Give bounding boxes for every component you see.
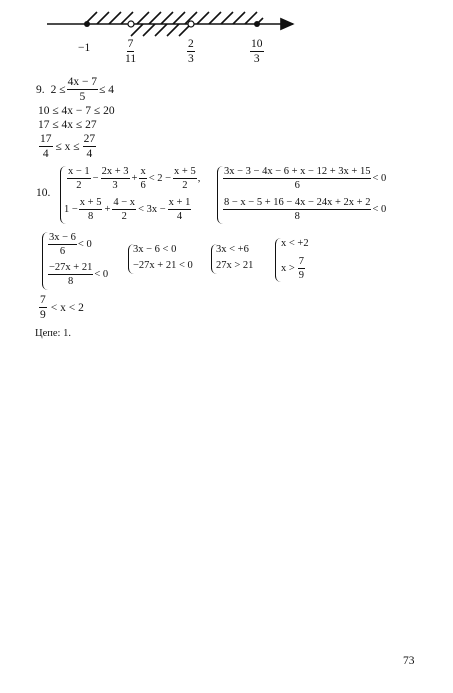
point-7-11 xyxy=(128,21,134,27)
system1-row2: 1 − $\frac{x + 5}{8}$ + $\frac{4 - x}{2}$ < 3x − $\frac{x + 1}{4}$ xyxy=(64,197,191,223)
system4-row1: 3x − 6 < 0 xyxy=(133,244,177,255)
problem10-answer: $\frac{7}{9}$ < x < 2 xyxy=(40,294,84,322)
point-minus1 xyxy=(84,21,90,27)
problem9-line1: 9. 2 ≤ $\frac{4x - 7}{5}$ ≤ 4 xyxy=(36,76,114,104)
label-2-3: $\frac{2}{3}$ xyxy=(188,38,194,66)
label-minus1: −1 xyxy=(78,42,91,54)
system1-row1: $\frac{x - 1}{2}$ − $\frac{2x + 3}{3}$ + $\frac{x}{6}$ < 2 − $\frac{x + 5}{2}$ , xyxy=(68,166,201,192)
problem9-line2: 10 ≤ 4x − 7 ≤ 20 xyxy=(38,105,115,117)
page-number: 73 xyxy=(403,655,415,667)
problem10-number: 10. xyxy=(36,187,51,199)
problem9-line3: 17 ≤ 4x ≤ 27 xyxy=(38,119,97,131)
system3-row1: $\frac{3x - 6}{6}$ < 0 xyxy=(49,232,92,258)
system6-row2: x > $\frac{7}{9}$ xyxy=(281,256,305,282)
problem9-line4: $\frac{17}{4}$ ≤ x ≤ $\frac{27}{4}$ xyxy=(40,133,96,161)
number-line xyxy=(45,8,305,40)
point-2-3 xyxy=(188,21,194,27)
system4-row2: −27x + 21 < 0 xyxy=(133,260,193,271)
problem9-number: 9. xyxy=(36,83,45,96)
system5-row2: 27x > 21 xyxy=(216,260,254,271)
system2-row1: $\frac{3x - 3 - 4x - 6 + x - 12 + 3x + 15}{6}$ < 0 xyxy=(224,166,387,192)
system5-row1: 3x < +6 xyxy=(216,244,249,255)
system3-row2: $\frac{-27x + 21}{8}$ < 0 xyxy=(49,262,109,288)
system2-row2: $\frac{8 - x - 5 + 16 - 4x - 24x + 2x + 2}{8}$ < 0 xyxy=(224,197,387,223)
label-7-11: $\frac{7}{11}$ xyxy=(125,38,137,66)
label-10-3: $\frac{10}{3}$ xyxy=(251,38,263,66)
system6-row1: x < +2 xyxy=(281,238,309,249)
problem10-integers: Цепе: 1. xyxy=(35,328,71,339)
point-10-3 xyxy=(254,21,260,27)
